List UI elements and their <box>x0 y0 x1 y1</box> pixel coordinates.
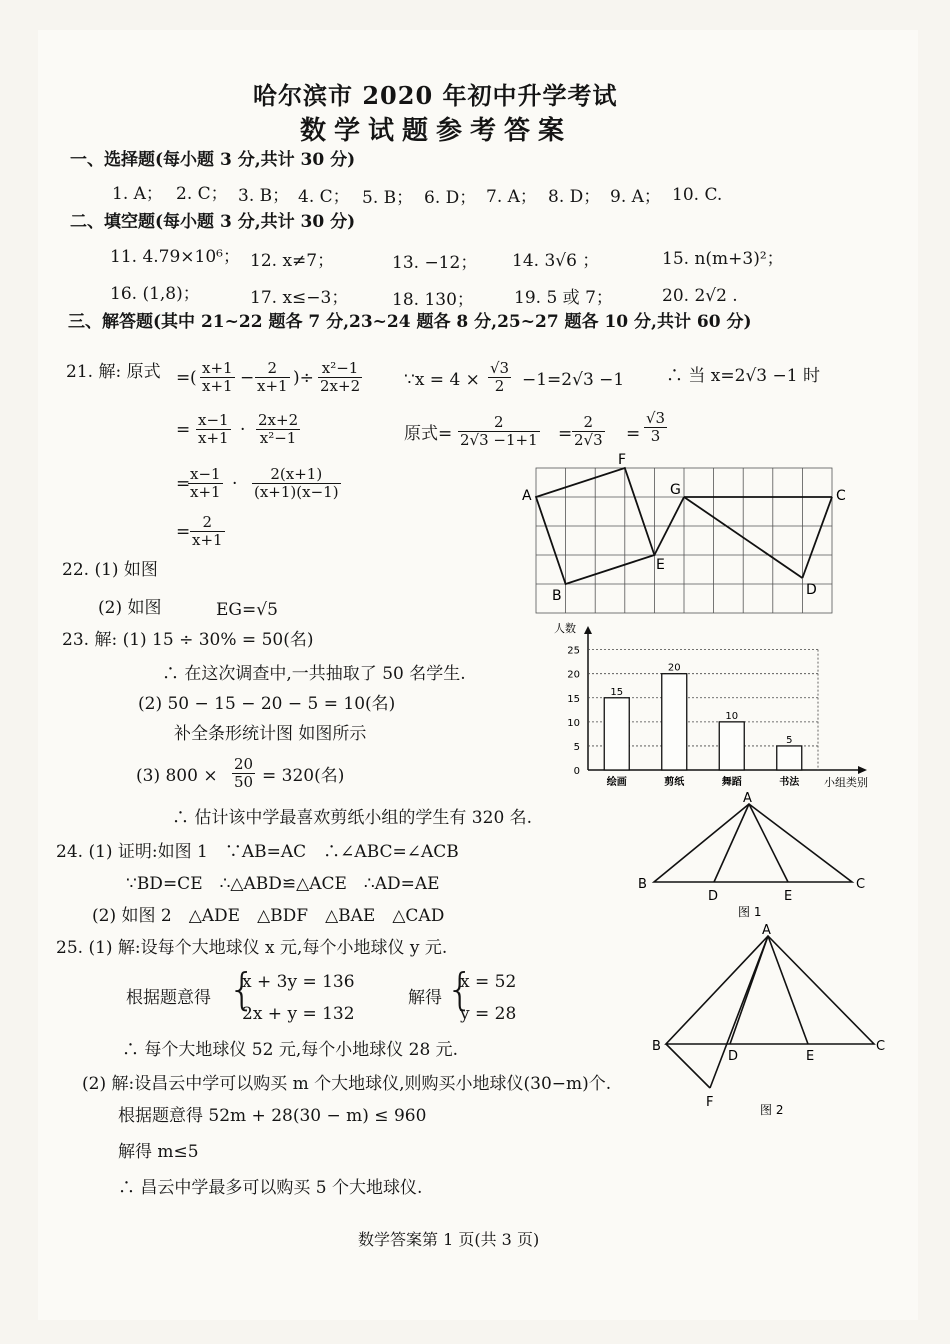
chart-x-tick-label: 绘画 <box>606 777 627 788</box>
point-label-B: B <box>552 588 562 604</box>
q22-part1: 22. (1) 如图 <box>62 560 158 580</box>
q22-grid-figure <box>510 450 860 620</box>
fig1-label-D: D <box>708 889 719 904</box>
fill-answer-18: 18. 130； <box>392 290 474 310</box>
solution-brace-icon: { <box>446 964 474 1015</box>
fill-answer-11: 11. 4.79×10⁶； <box>110 247 240 267</box>
chart-data-label: 20 <box>667 662 681 674</box>
q25-sol1: x = 52 <box>460 972 517 992</box>
q25-part2-inequality: 根据题意得 52m + 28(30 − m) ≤ 960 <box>118 1106 427 1126</box>
fig2-label-A: A <box>762 923 771 938</box>
fill-answer-15: 15. n(m+3)²； <box>662 249 784 269</box>
q21-step2-frac2: $\frac{2x+2}{\text{x²−1}}$ <box>258 411 299 448</box>
point-label-D: D <box>806 582 817 598</box>
fig2-label-E: E <box>806 1049 815 1064</box>
fig2-caption: 图 2 <box>760 1103 784 1117</box>
q24-figure-2 <box>644 920 884 1120</box>
q23-part3-conclusion: ∴ 估计该中学最喜欢剪纸小组的学生有 320 名. <box>172 808 533 828</box>
point-label-E: E <box>656 557 665 573</box>
chart-ylabel: 人数 <box>554 622 576 635</box>
point-label-A: A <box>522 488 532 504</box>
chart-bar <box>604 698 629 770</box>
q23-part2: (2) 50 − 15 − 20 − 5 = 10(名) <box>138 694 396 714</box>
q23-part1: 23. 解: (1) 15 ÷ 30% = 50(名) <box>62 630 314 650</box>
q21-dot1: · <box>240 420 246 440</box>
mc-answer-6: 6. D； <box>424 188 477 208</box>
q25-eq2: 2x + y = 132 <box>242 1004 355 1024</box>
answer-title: 数学试题参考答案 <box>300 116 573 146</box>
fig2-label-B: B <box>652 1039 661 1054</box>
q21-div: )÷ <box>293 368 314 388</box>
system-brace-icon: { <box>228 964 256 1015</box>
fig2-label-F: F <box>706 1095 714 1110</box>
q25-solution-label: 解得 <box>408 988 442 1008</box>
mc-answer-2: 2. C； <box>176 184 228 204</box>
q23-part2-note: 补全条形统计图 如图所示 <box>174 724 367 744</box>
point-label-F: F <box>618 452 627 468</box>
chart-y-arrow-icon <box>584 626 592 634</box>
bar-chart <box>548 618 888 800</box>
chart-y-tick-label: 15 <box>567 693 580 705</box>
chart-x-tick-label: 舞蹈 <box>721 777 742 788</box>
mc-answer-3: 3. B； <box>238 186 290 206</box>
q25-part2-conclusion: ∴ 昌云中学最多可以购买 5 个大地球仪. <box>118 1178 423 1198</box>
q24-part2: (2) 如图 2 △ADE △BDF △BAE △CAD <box>92 906 445 926</box>
q22-eg: EG=√5 <box>216 600 278 620</box>
q23-part3-frac: $\frac{20}{50}$ <box>234 755 254 792</box>
mc-answer-8: 8. D； <box>548 187 601 207</box>
fill-answer-16: 16. (1,8)； <box>110 284 200 304</box>
q24-figure-1 <box>636 790 876 920</box>
fill-answer-14: 14. 3√6 ； <box>512 251 600 271</box>
q21-dot2: · <box>232 474 238 494</box>
q23-part3-post: = 320(名) <box>262 766 345 786</box>
q22-part2: (2) 如图 <box>98 598 162 618</box>
chart-data-label: 10 <box>725 710 739 722</box>
q25-part2-solution: 解得 m≤5 <box>118 1142 199 1162</box>
fig2-label-D: D <box>728 1049 739 1064</box>
chart-x-tick-label: 剪纸 <box>664 777 685 788</box>
mc-answer-9: 9. A； <box>610 187 661 207</box>
q21-orig-eq1: = <box>558 424 573 444</box>
point-label-C: C <box>836 488 846 504</box>
mc-answer-7: 7. A； <box>486 187 537 207</box>
q21-step1-frac2: $\frac{2}{x+1}$ <box>257 359 288 396</box>
fill-answer-12: 12. x≠7； <box>250 251 335 271</box>
point-label-G: G <box>670 482 681 498</box>
section2-heading: 二、填空题(每小题 3 分,共计 30 分) <box>70 212 356 232</box>
q21-x-frac: $\frac{√3}{2}$ <box>490 359 510 396</box>
chart-bar <box>777 746 802 770</box>
q21-label: 21. 解: 原式 <box>66 362 161 382</box>
q21-step3-frac1: $\frac{x-1}{x+1}$ <box>190 465 221 502</box>
chart-y-tick-label: 20 <box>567 669 580 681</box>
q21-step3-frac2: $\frac{2(x+1)}{(x+1)(x-1)}$ <box>254 465 339 502</box>
fig1-label-E: E <box>784 889 793 904</box>
q25-system-label: 根据题意得 <box>126 988 211 1008</box>
q25-part2: (2) 解:设昌云中学可以购买 m 个大地球仪,则购买小地球仪(30−m)个. <box>82 1074 612 1094</box>
q24-part1-proof: ∵BD=CE ∴△ABD≌△ACE ∴AD=AE <box>126 874 440 894</box>
q21-x-value-post: −1=2√3 −1 <box>522 370 625 390</box>
q23-part3-pre: (3) 800 × <box>136 766 218 786</box>
exam-title: 哈尔滨市 2020 年初中升学考试 <box>253 81 618 110</box>
q23-part1-conclusion: ∴ 在这次调查中,一共抽取了 50 名学生. <box>162 664 466 684</box>
chart-xlabel: 小组类别 <box>824 776 868 789</box>
q25-part1: 25. (1) 解:设每个大地球仪 x 元,每个小地球仪 y 元. <box>56 938 448 958</box>
page-footer: 数学答案第 1 页(共 3 页) <box>358 1230 540 1249</box>
fig1-lines <box>654 804 852 882</box>
chart-data-label: 5 <box>786 734 793 746</box>
fill-answer-19: 19. 5 或 7； <box>514 288 613 308</box>
mc-answer-5: 5. B； <box>362 188 414 208</box>
mc-answer-1: 1. A； <box>112 184 163 204</box>
q21-step2-frac1: $\frac{x-1}{x+1}$ <box>198 411 229 448</box>
q21-orig-label: 原式= <box>404 424 453 444</box>
q21-orig-frac3: $\frac{√3}{3}$ <box>646 409 666 446</box>
section1-heading: 一、选择题(每小题 3 分,共计 30 分) <box>70 150 356 170</box>
q21-step1-frac3: $\frac{\text{x²−1}}{2x+2}$ <box>320 359 361 396</box>
mc-answer-4: 4. C； <box>298 187 350 207</box>
q21-eq1: = <box>176 368 191 388</box>
fig2-label-C: C <box>876 1039 886 1054</box>
q21-open-paren: ( <box>190 368 197 388</box>
q21-orig-eq2: = <box>626 424 641 444</box>
q21-x-value-pre: ∵x = 4 × <box>404 370 480 390</box>
q25-part1-conclusion: ∴ 每个大地球仪 52 元,每个小地球仪 28 元. <box>122 1040 459 1060</box>
chart-data-label: 15 <box>610 686 624 698</box>
section3-heading: 三、解答题(其中 21~22 题各 7 分,23~24 题各 8 分,25~27 题各 10 分,共计 60 分) <box>68 312 752 332</box>
chart-y-tick-label: 25 <box>567 645 580 657</box>
q21-when: ∴ 当 x=2√3 −1 时 <box>666 366 820 386</box>
q21-eq2: = <box>176 420 191 440</box>
fig2-lines <box>666 936 874 1088</box>
fill-answer-20: 20. 2√2 . <box>662 286 738 306</box>
q25-eq1: x + 3y = 136 <box>242 972 355 992</box>
chart-y-tick-label: 0 <box>573 766 580 777</box>
chart-y-tick-label: 5 <box>573 741 580 753</box>
fill-answer-17: 17. x≤−3； <box>250 288 349 308</box>
fig1-caption: 图 1 <box>738 905 762 919</box>
q21-orig-frac2: $\frac{2}{2√3}$ <box>574 413 603 450</box>
q21-eq4: = <box>176 522 191 542</box>
q25-sol2: y = 28 <box>460 1004 517 1024</box>
chart-x-arrow-icon <box>858 766 867 774</box>
chart-bar <box>719 722 744 770</box>
q21-eq3: = <box>176 474 191 494</box>
q21-step4-frac: $\frac{2}{x+1}$ <box>192 513 223 550</box>
q21-minus: − <box>240 368 255 388</box>
q21-step1-frac1: $\frac{x+1}{x+1}$ <box>202 359 233 396</box>
fig1-label-C: C <box>856 877 866 892</box>
fill-answer-13: 13. −12； <box>392 253 478 273</box>
mc-answer-10: 10. C. <box>672 185 723 205</box>
chart-y-tick-label: 10 <box>567 717 580 729</box>
chart-x-tick-label: 书法 <box>779 777 800 788</box>
chart-bar <box>662 674 687 770</box>
grid-lines <box>536 468 832 613</box>
fig1-label-B: B <box>638 877 647 892</box>
fig1-label-A: A <box>743 791 752 806</box>
q24-part1: 24. (1) 证明:如图 1 ∵AB=AC ∴∠ABC=∠ACB <box>56 842 459 862</box>
q21-orig-frac1: $\frac{2}{2√3 -1+1}$ <box>460 413 538 450</box>
